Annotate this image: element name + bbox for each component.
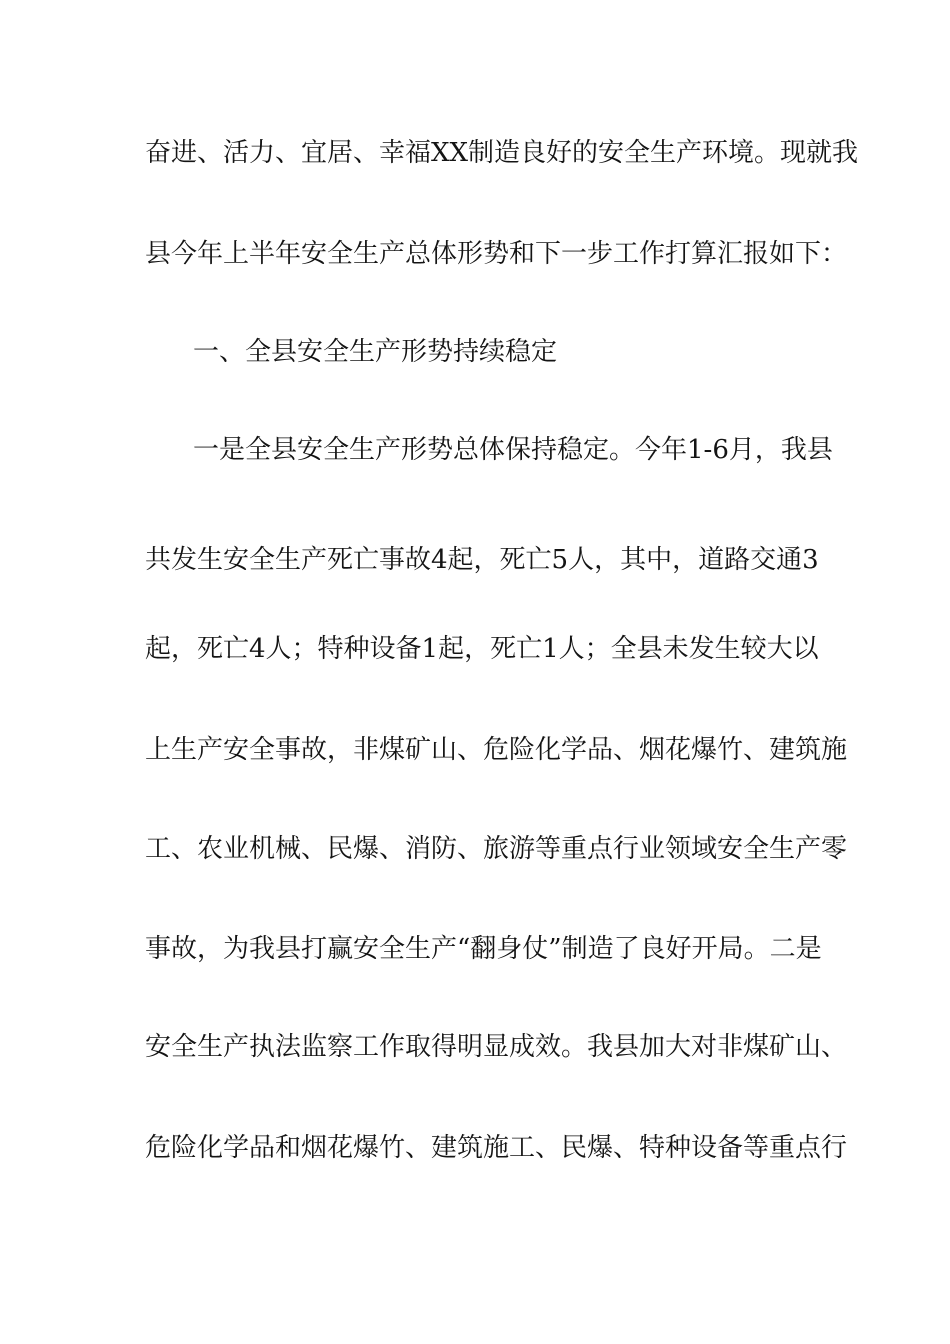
paragraph-line: 一是全县安全生产形势总体保持稳定。今年1-6月，我县 [193,435,833,465]
paragraph-line: 上生产安全事故，非煤矿山、危险化学品、烟花爆竹、建筑施 [145,735,848,765]
section-heading: 一、全县安全生产形势持续稳定 [193,337,558,367]
paragraph-line: 工、农业机械、民爆、消防、旅游等重点行业领域安全生产零 [145,834,848,864]
paragraph-line: 奋进、活力、宜居、幸福XX制造良好的安全生产环境。现就我 [145,138,859,168]
paragraph-line: 起，死亡4人；特种设备1起，死亡1人；全县未发生较大以 [145,634,819,664]
paragraph-line: 事故，为我县打赢安全生产“翻身仗”制造了良好开局。二是 [145,934,822,964]
paragraph-line: 危险化学品和烟花爆竹、建筑施工、民爆、特种设备等重点行 [145,1133,848,1163]
paragraph-line: 县今年上半年安全生产总体形势和下一步工作打算汇报如下： [145,239,848,269]
paragraph-line: 安全生产执法监察工作取得明显成效。我县加大对非煤矿山、 [145,1032,848,1062]
paragraph-line: 共发生安全生产死亡事故4起，死亡5人，其中，道路交通3 [145,545,819,575]
